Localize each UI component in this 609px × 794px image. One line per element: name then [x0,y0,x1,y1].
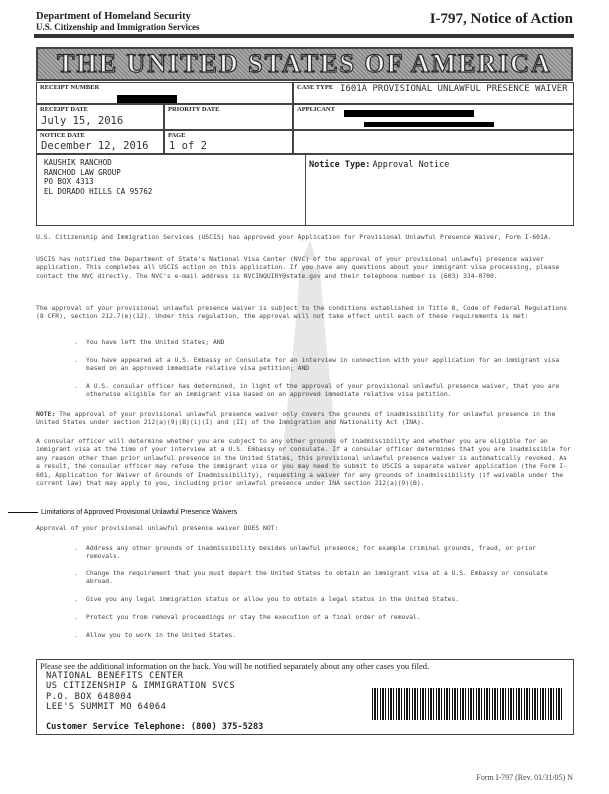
notice-date-box [36,130,164,154]
notice-date-value: December 12, 2016 [41,140,149,152]
receipt-date-label: RECEIPT DATE [40,106,88,113]
body-paragraph-5: Approval of your provisional unlawful presence waiver DOES NOT: [36,524,279,532]
limitation-text: Allow you to work in the United States. [86,631,237,639]
limitation-item: . Give you any legal immigration status or allow you to obtain a legal status in the United States. [74,595,460,603]
limitation-item: . Change the requirement that you must depart the United States to obtain an immigrant visa at a U.S. Embassy or consulate abroad. [74,569,548,586]
requirement-text: You have appeared at a U.S. Embassy or Consulate for an interview in connection with your application for an immigrant visa based on an approved immediate relative visa petition; AND [86,356,560,373]
requirement-item: . You have left the United States; AND [74,338,225,346]
agency-name: U.S. Citizenship and Immigration Services [36,22,200,32]
limitation-text: Address any other grounds of inadmissibility besides unlawful presence; for example criminal grounds, fraud, or prior removals. [86,544,537,561]
footer-note: Please see the additional information on the back. You will be notified separately about any other cases you filed. [40,661,430,671]
address-line: KAUSHIK RANCHOD [44,158,112,167]
receipt-date-value: July 15, 2016 [41,115,124,127]
redaction-bar [344,110,474,117]
body-paragraph-3: The approval of your provisional unlawful presence waiver is subject to the conditions established in Title 8, Code of Federal Regulations (8 CFR), section 212.7(e)(12). Under this regulation, the approval will not take effect until each of these requirements is met: [36,304,567,321]
case-type-label: CASE TYPE [297,84,334,91]
limitation-item: . Protect you from removal proceedings or stay the execution of a final order of removal. [74,613,421,621]
recipient-address [44,158,152,196]
address-line: P.O. BOX 648004 [46,691,132,702]
body-paragraph-1: U.S. Citizenship and Immigration Services (USCIS) has approved your Application for Provisional Unlawful Presence Waiver, Form I-601A. [36,233,552,241]
body-paragraph-2: USCIS has notified the Department of State's National Visa Center (NVC) of the approval of your provisional unlawful presence waiver application. This completes all USCIS action on this application. If you have any questions about your immigrant visa processing, please contact the NVC directly. The NVC's e-mail address is NVCINQUIRY@state.gov and their telephone number is (603) 334-0700. [36,255,560,280]
page-value: 1 of 2 [169,140,207,152]
page-label: PAGE [168,132,186,139]
address-line: LEE'S SUMMIT MO 64064 [46,701,167,712]
address-line: NATIONAL BENEFITS CENTER [46,671,184,681]
form-number: Form I-797 (Rev. 01/31/05) N [476,773,573,782]
note-label: NOTE: [36,410,56,418]
note-text: The approval of your provisional unlawful presence waiver only covers the grounds of inadmissibility for unlawful presence in the United States under section 212(a)(9)(B)(i)(I) and (II) of the Immigration and Nationality Act (INA). [36,410,556,427]
receipt-date-box [36,104,164,130]
margin-mark [8,512,38,513]
address-line: EL DORADO HILLS CA 95762 [44,186,153,196]
requirement-item: . You have appeared at a U.S. Embassy or Consulate for an interview in connection with your application for an immigrant visa based on an approved immediate relative visa petition; AND [74,356,560,373]
redaction-bar [117,95,177,103]
notice-date-label: NOTICE DATE [40,132,85,139]
header-department [36,11,200,33]
limitation-item: . Allow you to work in the United States. [74,631,237,639]
dept-name: Department of Homeland Security [36,11,191,22]
requirement-text: You have left the United States; AND [86,338,225,346]
service-center-address [46,671,235,712]
notice-type-value: Approval Notice [372,160,450,170]
receipt-number-label: RECEIPT NUMBER [40,84,100,91]
page-box [164,130,293,154]
limitation-text: Protect you from removal proceedings or stay the execution of a final order of removal. [86,613,421,621]
form-title: I-797, Notice of Action [429,11,573,27]
requirement-text: A U.S. consular officer has determined, in light of the approval of your provisional unlawful presence waiver, that you are otherwise eligible for an immigrant visa based on an approved immediate relative visa petition. [86,382,560,399]
banner [36,47,573,81]
limitations-heading: Limitations of Approved Provisional Unlawful Presence Waivers [41,509,238,516]
header-rule [34,34,574,38]
address-line: RANCHOD LAW GROUP [44,167,121,177]
case-type-value: I601A PROVISIONAL UNLAWFUL PRESENCE WAIVER [340,84,568,94]
applicant-box [293,104,574,130]
barcode [372,688,563,720]
priority-date-label: PRIORITY DATE [168,106,220,113]
redaction-bar [364,122,494,127]
limitation-text: Give you any legal immigration status or allow you to obtain a legal status in the United States. [86,595,460,603]
note-paragraph [36,410,574,427]
address-line: US CITIZENSHIP & IMMIGRATION SVCS [46,681,236,692]
body-paragraph-4: A consular officer will determine whether you are subject to any other grounds of inadmissibility and whether you are eligible for an immigrant visa at the time of your interview at a U.S. Embassy or consulate. If a consular officer determines that you are inadmissible for any reason other than prior unlawful presence in the United States, this provisional unlawful presence waiver is automatically revoked. As a result, the consular officer may refuse the immigrant visa or you may need to submit to USCIS a separate waiver application (the Form I-601, Application for Waiver of Grounds of Inadmissibility), requesting a waiver for any grounds of inadmissibility (if waivable under the current law) that may apply to you, including prior unlawful presence under INA section 212(a)(9)(B). [36,437,571,488]
applicant-label: APPLICANT [297,106,335,113]
priority-date-box [164,104,293,130]
requirement-item: . A U.S. consular officer has determined, in light of the approval of your provisional unlawful presence waiver, that you are otherwise eligible for an immigrant visa based on an approved immediate relative visa petition. [74,382,560,399]
notice-type [309,159,449,170]
banner-text: THE UNITED STATES OF AMERICA [57,49,552,78]
blank-box [293,130,574,154]
case-type-box [293,82,574,104]
limitation-text: Change the requirement that you must depart the United States to obtain an immigrant visa at a U.S. Embassy or consulate abroad. [86,569,548,586]
receipt-number-box [36,82,293,104]
limitation-item: . Address any other grounds of inadmissibility besides unlawful presence; for example criminal grounds, fraud, or prior removals. [74,544,537,561]
customer-service-phone: Customer Service Telephone: (800) 375-5283 [46,722,264,732]
address-line: PO BOX 4313 [44,177,94,187]
notice-type-label: Notice Type: [309,160,371,170]
